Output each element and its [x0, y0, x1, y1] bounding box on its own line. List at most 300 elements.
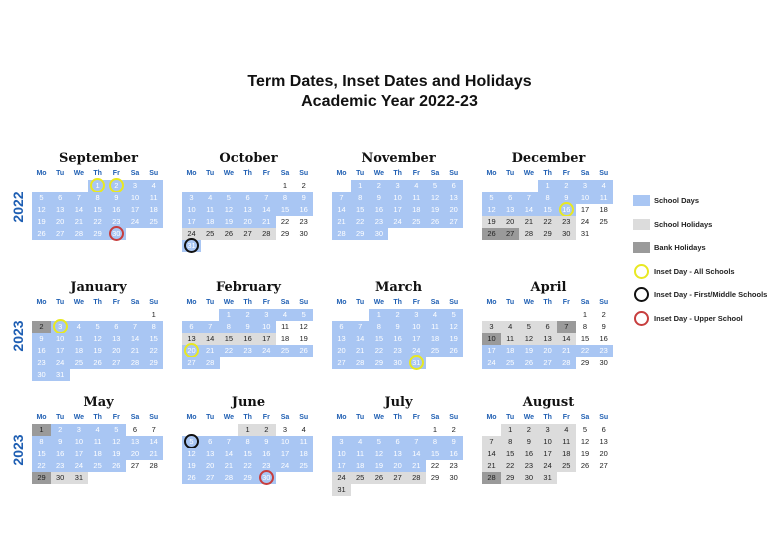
day-cell: 28 — [557, 357, 576, 369]
day-cell: 2 — [601, 310, 606, 319]
day-cell: 1 — [582, 310, 588, 319]
day-cell: 29 — [88, 228, 107, 240]
weekday-label: Mo — [36, 299, 47, 306]
day-cell: 16 — [257, 448, 276, 460]
day-cell: 30 — [369, 228, 388, 240]
weekday-label: Tu — [56, 170, 65, 177]
month-name: March — [374, 280, 423, 295]
weekday-label: Mo — [486, 170, 497, 177]
day-cell: 3 — [126, 180, 145, 192]
day-cell: 18 — [201, 216, 220, 228]
day-cell: 13 — [444, 192, 463, 204]
day-cell: 31 — [182, 240, 201, 252]
day-cell: 12 — [32, 204, 51, 216]
day-cell: 9 — [32, 333, 51, 345]
day-cell: 19 — [444, 333, 463, 345]
day-cell: 1 — [369, 309, 388, 321]
weekday-label: Th — [93, 414, 102, 421]
weekday-label: Sa — [580, 414, 590, 421]
day-cell: 25 — [69, 357, 88, 369]
day-cell: 5 — [182, 436, 201, 448]
day-cell: 31 — [51, 369, 70, 381]
day-cell: 10 — [538, 436, 557, 448]
month-name: August — [522, 395, 575, 410]
day-cell: 28 — [219, 472, 238, 484]
day-cell: 28 — [482, 472, 501, 484]
day-cell: 9 — [51, 436, 70, 448]
day-cell: 18 — [88, 448, 107, 460]
day-cell: 10 — [276, 436, 295, 448]
day-cell: 10 — [257, 321, 276, 333]
day-cell: 13 — [599, 437, 608, 446]
day-cell: 14 — [69, 204, 88, 216]
day-cell: 22 — [144, 345, 163, 357]
day-cell: 2 — [369, 180, 388, 192]
month-name: June — [231, 395, 266, 410]
month-december — [482, 150, 615, 238]
day-cell: 13 — [182, 333, 201, 345]
day-cell: 8 — [219, 321, 238, 333]
day-cell: 13 — [201, 448, 220, 460]
day-cell: 19 — [299, 334, 308, 343]
day-cell: 31 — [69, 472, 88, 484]
day-cell: 9 — [294, 192, 313, 204]
day-cell: 20 — [201, 460, 220, 472]
weekday-label: We — [73, 299, 85, 306]
weekday-label: Tu — [356, 414, 365, 421]
weekday-label: Th — [243, 299, 252, 306]
day-cell: 21 — [257, 216, 276, 228]
day-cell: 15 — [369, 333, 388, 345]
day-cell: 17 — [257, 333, 276, 345]
day-cell: 8 — [88, 192, 107, 204]
day-cell: 21 — [144, 448, 163, 460]
day-cell: 29 — [144, 357, 163, 369]
day-cell: 24 — [482, 357, 501, 369]
weekday-label: Tu — [206, 299, 215, 306]
black-circle-icon — [634, 287, 649, 302]
weekday-label: Su — [599, 170, 609, 177]
day-cell: 27 — [130, 461, 140, 470]
page-subtitle: Academic Year 2022-23 — [301, 93, 478, 110]
day-cell: 24 — [257, 345, 276, 357]
day-cell: 12 — [482, 204, 501, 216]
day-cell: 26 — [426, 216, 445, 228]
day-cell: 8 — [426, 436, 445, 448]
day-cell: 16 — [369, 204, 388, 216]
day-cell: 3 — [182, 192, 201, 204]
day-cell: 7 — [332, 192, 351, 204]
day-cell: 5 — [519, 321, 538, 333]
day-cell: 3 — [257, 309, 276, 321]
day-cell: 26 — [107, 460, 126, 472]
day-cell: 19 — [182, 460, 201, 472]
day-cell: 16 — [557, 204, 576, 216]
day-cell: 6 — [501, 192, 520, 204]
day-cell: 9 — [601, 322, 606, 331]
day-cell: 20 — [238, 216, 257, 228]
day-cell: 2 — [557, 180, 576, 192]
month-name: October — [219, 151, 278, 166]
day-cell: 6 — [388, 436, 407, 448]
day-cell: 27 — [444, 216, 463, 228]
day-cell: 24 — [580, 217, 590, 226]
weekday-label: Sa — [130, 299, 140, 306]
day-cell: 9 — [444, 436, 463, 448]
day-cell: 4 — [69, 321, 88, 333]
day-cell: 30 — [257, 472, 276, 484]
weekday-label: Tu — [356, 299, 365, 306]
day-cell: 7 — [69, 192, 88, 204]
day-cell: 17 — [388, 204, 407, 216]
day-cell: 15 — [501, 448, 520, 460]
weekday-label: Th — [93, 170, 102, 177]
weekday-label: Mo — [486, 414, 497, 421]
day-cell: 4 — [201, 192, 220, 204]
day-cell: 21 — [351, 345, 370, 357]
day-cell: 10 — [407, 321, 426, 333]
month-name: December — [511, 151, 586, 166]
weekday-label: Fr — [262, 170, 270, 177]
day-cell: 24 — [332, 472, 351, 484]
day-cell: 16 — [519, 448, 538, 460]
day-cell: 17 — [580, 205, 590, 214]
weekday-label: Sa — [430, 414, 440, 421]
day-cell: 22 — [88, 216, 107, 228]
weekday-label: Su — [299, 299, 309, 306]
day-cell: 12 — [219, 204, 238, 216]
day-cell: 11 — [426, 321, 445, 333]
month-january — [32, 279, 165, 379]
weekday-header — [332, 297, 465, 309]
inset-day-circle-icon — [409, 355, 424, 370]
weekday-label: Sa — [580, 299, 590, 306]
day-cell: 12 — [88, 333, 107, 345]
day-cell: 19 — [32, 216, 51, 228]
day-cell: 3 — [482, 321, 501, 333]
day-cell: 7 — [557, 321, 576, 333]
day-cell: 5 — [582, 425, 588, 434]
day-cell: 17 — [332, 460, 351, 472]
day-cell: 9 — [519, 436, 538, 448]
day-cell: 20 — [126, 448, 145, 460]
month-name: September — [59, 151, 138, 166]
day-cell: 1 — [432, 425, 438, 434]
inset-day-circle-icon — [109, 226, 124, 241]
day-cell: 27 — [538, 357, 557, 369]
inset-day-circle-icon — [184, 434, 199, 449]
day-cell: 14 — [126, 333, 145, 345]
day-cell: 23 — [107, 216, 126, 228]
day-cell: 4 — [407, 180, 426, 192]
day-cell: 10 — [332, 448, 351, 460]
weekday-label: Tu — [206, 414, 215, 421]
weekday-header — [482, 168, 615, 180]
day-cell: 6 — [332, 321, 351, 333]
day-cell: 21 — [69, 216, 88, 228]
day-cell: 1 — [219, 309, 238, 321]
day-cell: 19 — [369, 460, 388, 472]
day-cell: 31 — [407, 357, 426, 369]
day-cell: 10 — [388, 192, 407, 204]
day-cell: 11 — [281, 322, 289, 331]
day-cell: 26 — [580, 461, 590, 470]
weekday-label: Fr — [112, 170, 120, 177]
day-cell: 13 — [388, 448, 407, 460]
day-cell: 14 — [332, 204, 351, 216]
day-cell: 19 — [107, 448, 126, 460]
day-cell: 30 — [388, 357, 407, 369]
day-cell: 3 — [282, 425, 288, 434]
day-cell: 2 — [51, 424, 70, 436]
day-cell: 25 — [201, 228, 220, 240]
day-cell: 23 — [369, 216, 388, 228]
day-cell: 20 — [51, 216, 70, 228]
day-cell: 25 — [88, 460, 107, 472]
day-cell: 11 — [557, 436, 576, 448]
month-name: April — [530, 280, 567, 295]
day-cell: 6 — [444, 180, 463, 192]
day-cell: 11 — [201, 204, 220, 216]
day-cell: 7 — [351, 321, 370, 333]
day-cell: 23 — [299, 217, 308, 226]
day-cell: 6 — [238, 192, 257, 204]
day-cell: 25 — [557, 460, 576, 472]
day-cell: 15 — [538, 204, 557, 216]
weekday-label: Fr — [562, 414, 570, 421]
day-cell: 27 — [599, 461, 608, 470]
month-name: May — [83, 395, 114, 410]
day-cell: 23 — [449, 461, 458, 470]
month-name: January — [70, 280, 127, 295]
day-cell: 15 — [238, 448, 257, 460]
day-cell: 25 — [501, 357, 520, 369]
weekday-label: Tu — [506, 170, 515, 177]
day-cell: 6 — [538, 321, 557, 333]
day-cell: 16 — [238, 333, 257, 345]
day-cell: 25 — [144, 216, 163, 228]
day-cell: 26 — [519, 357, 538, 369]
day-cell: 1 — [501, 424, 520, 436]
day-cell: 10 — [182, 204, 201, 216]
day-cell: 16 — [294, 204, 313, 216]
day-cell: 7 — [519, 192, 538, 204]
weekday-label: Tu — [506, 299, 515, 306]
inset-day-circle-icon — [109, 178, 124, 193]
day-cell: 3 — [69, 424, 88, 436]
day-cell: 27 — [201, 472, 220, 484]
day-cell: 18 — [501, 345, 520, 357]
day-cell: 17 — [69, 448, 88, 460]
day-cell: 5 — [32, 192, 51, 204]
day-cell: 7 — [151, 425, 156, 434]
day-cell: 4 — [301, 425, 306, 434]
day-cell: 14 — [482, 448, 501, 460]
day-cell: 6 — [201, 436, 220, 448]
day-cell: 22 — [238, 460, 257, 472]
month-february — [182, 279, 315, 367]
day-cell: 18 — [426, 333, 445, 345]
day-cell: 14 — [257, 204, 276, 216]
day-cell: 28 — [351, 357, 370, 369]
weekday-label: Th — [93, 299, 102, 306]
day-cell: 2 — [107, 180, 126, 192]
day-cell: 11 — [501, 333, 520, 345]
day-cell: 29 — [538, 228, 557, 240]
weekday-label: Mo — [186, 170, 197, 177]
day-cell: 19 — [219, 216, 238, 228]
day-cell: 17 — [538, 448, 557, 460]
day-cell: 28 — [149, 461, 158, 470]
day-cell: 28 — [126, 357, 145, 369]
day-cell: 22 — [351, 216, 370, 228]
month-name: February — [215, 280, 281, 295]
day-cell: 5 — [426, 180, 445, 192]
day-cell: 3 — [388, 180, 407, 192]
day-cell: 24 — [126, 216, 145, 228]
day-cell: 18 — [69, 345, 88, 357]
day-cell: 27 — [332, 357, 351, 369]
day-cell: 23 — [257, 460, 276, 472]
day-cell: 23 — [51, 460, 70, 472]
day-cell: 4 — [144, 180, 163, 192]
weekday-label: Sa — [430, 170, 440, 177]
weekday-label: Fr — [112, 299, 120, 306]
day-cell: 20 — [182, 345, 201, 357]
day-cell: 21 — [219, 460, 238, 472]
legend-label: School Days — [654, 196, 700, 205]
day-cell: 26 — [88, 357, 107, 369]
day-cell: 17 — [276, 448, 295, 460]
day-cell: 17 — [51, 345, 70, 357]
day-cell: 5 — [294, 309, 313, 321]
month-name: July — [384, 395, 413, 410]
day-cell: 16 — [107, 204, 126, 216]
day-cell: 25 — [407, 216, 426, 228]
day-cell: 24 — [69, 460, 88, 472]
weekday-label: Fr — [562, 299, 570, 306]
day-cell: 11 — [69, 333, 88, 345]
day-cell: 15 — [32, 448, 51, 460]
day-cell: 27 — [107, 357, 126, 369]
day-cell: 29 — [580, 358, 590, 367]
day-cell: 1 — [88, 180, 107, 192]
weekday-label: We — [523, 299, 535, 306]
day-cell: 19 — [482, 216, 501, 228]
day-cell: 12 — [444, 321, 463, 333]
day-cell: 21 — [332, 216, 351, 228]
day-cell: 10 — [482, 333, 501, 345]
day-cell: 18 — [280, 334, 290, 343]
month-june — [182, 394, 315, 482]
inset-day-circle-icon — [559, 202, 574, 217]
day-cell: 21 — [557, 345, 576, 357]
day-cell: 26 — [482, 228, 501, 240]
weekday-label: Fr — [412, 299, 420, 306]
day-cell: 23 — [594, 345, 613, 357]
month-name: November — [361, 151, 436, 166]
weekday-label: Fr — [112, 414, 120, 421]
day-cell: 27 — [51, 228, 70, 240]
day-cell: 24 — [182, 228, 201, 240]
day-cell: 5 — [369, 436, 388, 448]
day-cell: 14 — [557, 333, 576, 345]
month-november — [332, 150, 465, 238]
day-cell: 17 — [407, 333, 426, 345]
weekday-label: Mo — [486, 299, 497, 306]
day-cell: 1 — [282, 181, 288, 190]
weekday-header — [182, 297, 315, 309]
day-cell: 23 — [32, 357, 51, 369]
weekday-label: Th — [243, 170, 252, 177]
weekday-label: We — [523, 414, 535, 421]
inset-day-circle-icon — [184, 238, 199, 253]
day-cell: 3 — [538, 424, 557, 436]
day-cell: 11 — [351, 448, 370, 460]
year-label-2023-row2: 2023 — [10, 320, 26, 352]
weekday-label: Th — [543, 299, 552, 306]
weekday-header — [182, 168, 315, 180]
day-cell: 9 — [257, 436, 276, 448]
day-cell: 2 — [32, 321, 51, 333]
weekday-label: Sa — [430, 299, 440, 306]
day-cell: 7 — [126, 321, 145, 333]
weekday-label: Tu — [356, 170, 365, 177]
weekday-header — [482, 412, 615, 424]
day-cell: 9 — [388, 321, 407, 333]
day-cell: 28 — [201, 357, 220, 369]
day-cell: 8 — [276, 192, 295, 204]
weekday-header — [32, 412, 165, 424]
day-cell: 13 — [238, 204, 257, 216]
weekday-label: Su — [449, 414, 459, 421]
day-cell: 19 — [519, 345, 538, 357]
day-cell: 3 — [332, 436, 351, 448]
day-cell: 4 — [351, 436, 370, 448]
month-october — [182, 150, 315, 250]
day-cell: 12 — [369, 448, 388, 460]
weekday-header — [182, 412, 315, 424]
day-cell: 22 — [219, 345, 238, 357]
day-cell: 13 — [51, 204, 70, 216]
weekday-label: We — [73, 414, 85, 421]
month-september — [32, 150, 165, 238]
day-cell: 8 — [238, 436, 257, 448]
day-cell: 1 — [32, 424, 51, 436]
day-cell: 10 — [69, 436, 88, 448]
day-cell: 22 — [576, 345, 595, 357]
weekday-label: Su — [599, 299, 609, 306]
day-cell: 30 — [107, 228, 126, 240]
day-cell: 15 — [219, 333, 238, 345]
weekday-label: We — [373, 170, 385, 177]
day-cell: 21 — [407, 460, 426, 472]
day-cell: 22 — [501, 460, 520, 472]
weekday-label: We — [73, 170, 85, 177]
day-cell: 9 — [557, 192, 576, 204]
month-may — [32, 394, 165, 482]
day-cell: 14 — [351, 333, 370, 345]
red-circle-icon — [634, 311, 649, 326]
day-cell: 2 — [519, 424, 538, 436]
day-cell: 15 — [351, 204, 370, 216]
day-cell: 9 — [369, 192, 388, 204]
day-cell: 8 — [351, 192, 370, 204]
day-cell: 22 — [430, 461, 440, 470]
day-cell: 19 — [88, 345, 107, 357]
day-cell: 25 — [351, 472, 370, 484]
day-cell: 20 — [599, 449, 608, 458]
